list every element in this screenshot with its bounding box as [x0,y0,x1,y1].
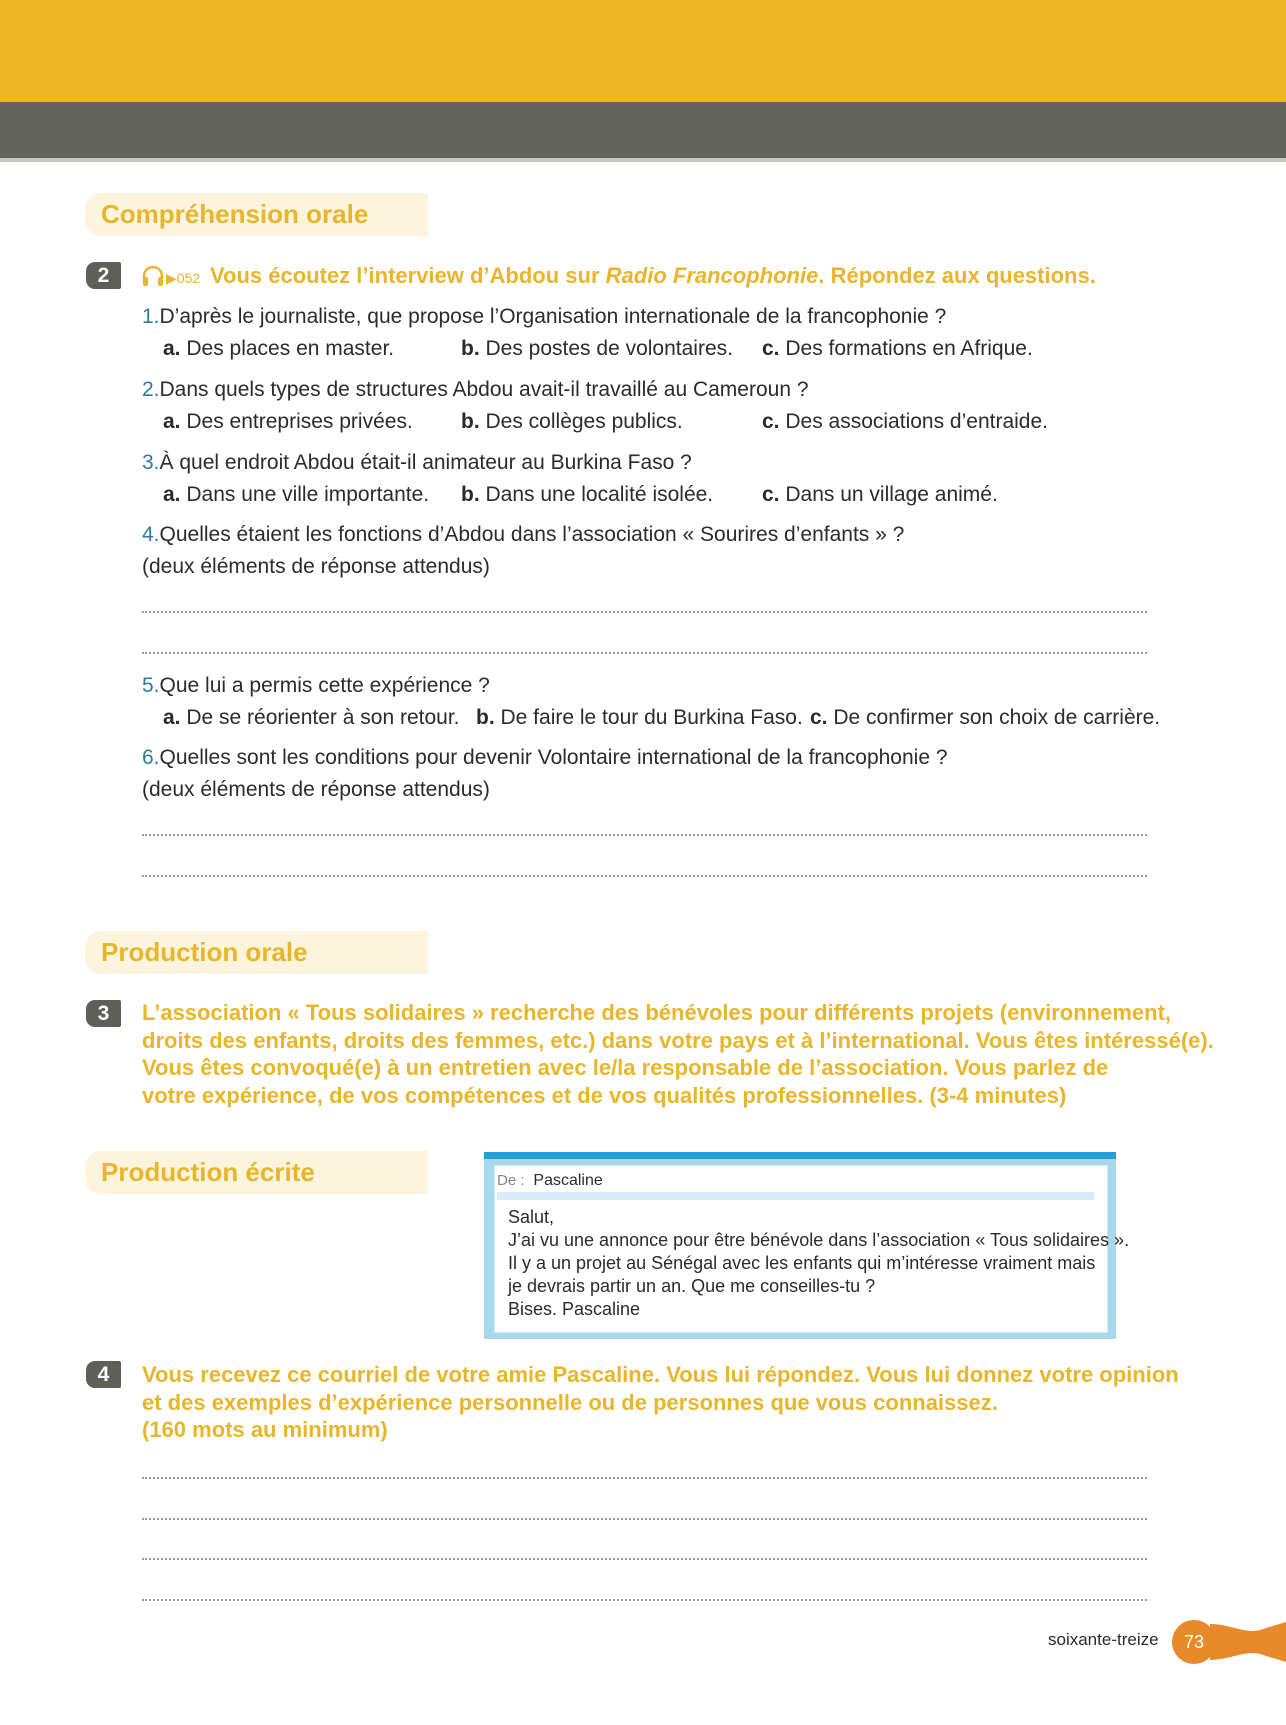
header-gray-band [0,102,1286,158]
exercise-number-badge: 2 [86,262,121,289]
option-text: Dans une localité isolée. [479,483,714,506]
instruction-line: droits des enfants, droits des femmes, etc.) dans votre pays et à l’international. Vous êtes intéressé(e). [142,1027,1214,1053]
email-line: Il y a un projet au Sénégal avec les enfants qui m’intéresse vraiment mais [508,1253,1096,1273]
headphones-icon[interactable] [141,265,165,287]
instruction-line: Vous êtes convoqué(e) à un entretien avec le/la responsable de l’association. Vous parlez de [142,1055,1109,1080]
option-1b[interactable] [461,337,733,361]
option-1c[interactable] [762,337,1033,361]
question-2 [142,378,809,402]
option-2b[interactable] [461,410,683,434]
option-letter: a. [163,337,181,360]
exercise-number-badge: 3 [86,1000,121,1027]
question-number: 6. [142,746,160,769]
question-number: 5. [142,674,160,697]
question-number: 1. [142,305,160,328]
option-text: Des associations d’entraide. [779,410,1048,433]
question-4-note: (deux éléments de réponse attendus) [142,555,490,578]
email-from-row [497,1172,603,1190]
option-letter: b. [461,483,480,506]
email-line: Salut, [508,1207,555,1227]
question-text: Quelles étaient les fonctions d’Abdou dans l’association « Sourires d’enfants » ? [159,523,905,546]
exercise-4-instruction [142,1361,1179,1444]
answer-line[interactable] [142,834,1147,836]
answer-line[interactable] [142,652,1147,654]
option-letter: a. [163,410,181,433]
question-6-note: (deux éléments de réponse attendus) [142,778,490,801]
option-text: Des places en master. [180,337,395,360]
instruction-italic: Radio Francophonie [605,263,819,288]
option-letter: a. [163,706,181,729]
email-from-label: De : [497,1172,525,1189]
option-text: Dans une ville importante. [180,483,430,506]
question-4 [142,523,904,547]
page-number-words: soixante-treize [1048,1630,1159,1649]
instruction-line: Vous recevez ce courriel de votre amie Pascaline. Vous lui répondez. Vous lui donnez votre opinion [142,1362,1179,1387]
option-1a[interactable] [163,337,394,361]
option-text: Dans un village animé. [779,483,998,506]
audio-track-number: 052 [176,270,201,286]
answer-line[interactable] [142,1518,1147,1520]
option-text: De confirmer son choix de carrière. [827,706,1161,729]
email-title-bar [484,1152,1116,1159]
header-yellow-band [0,0,1286,102]
option-letter: b. [461,410,480,433]
option-letter: b. [476,706,495,729]
option-text: Des postes de volontaires. [479,337,733,360]
question-text: Dans quels types de structures Abdou avait-il travaillé au Cameroun ? [159,378,809,401]
question-text: À quel endroit Abdou était-il animateur au Burkina Faso ? [159,451,692,474]
header-divider [0,158,1286,162]
option-letter: b. [461,337,480,360]
question-number: 2. [142,378,160,401]
exercise-number-badge: 4 [86,1361,121,1388]
instruction-line: (160 mots au minimum) [142,1417,388,1442]
answer-line[interactable] [142,875,1147,877]
audio-track-marker: ▶ [166,270,177,286]
option-text: Des entreprises privées. [180,410,413,433]
question-6 [142,746,948,770]
option-letter: c. [762,337,780,360]
instruction-line: L’association « Tous solidaires » recherche des bénévoles pour différents projets (environnement, [142,1000,1172,1025]
answer-line[interactable] [142,1558,1147,1560]
question-5 [142,674,490,698]
email-body [508,1206,1130,1321]
section-title-comprehension: Compréhension orale [85,193,428,236]
option-text: Des formations en Afrique. [779,337,1033,360]
question-number: 4. [142,523,160,546]
email-from-name: Pascaline [533,1172,603,1189]
question-text: D’après le journaliste, que propose l’Organisation internationale de la francophonie ? [159,305,947,328]
option-3b[interactable] [461,483,713,507]
email-line: J’ai vu une annonce pour être bénévole dans l’association « Tous solidaires ». [508,1230,1130,1250]
email-header-divider [497,1192,1094,1200]
question-text: Que lui a permis cette expérience ? [159,674,490,697]
section-title-production-ecrite: Production écrite [85,1151,428,1194]
option-5b[interactable] [476,706,803,730]
option-text: De se réorienter à son retour. [180,706,460,729]
instruction-line: et des exemples d’expérience personnelle ou de personnes que vous connaissez. [142,1389,998,1415]
exercise-2-instruction [210,262,1096,290]
answer-line[interactable] [142,611,1147,613]
option-letter: c. [762,483,780,506]
email-line: Bises. Pascaline [508,1299,641,1319]
option-letter: c. [810,706,828,729]
option-letter: a. [163,483,181,506]
option-5a[interactable] [163,706,460,730]
answer-line[interactable] [142,1477,1147,1479]
option-5c[interactable] [810,706,1160,730]
question-1 [142,305,946,329]
question-3 [142,451,692,475]
exercise-3-instruction [142,999,1214,1109]
option-2c[interactable] [762,410,1048,434]
instruction-line: votre expérience, de vos compétences et de vos qualités professionnelles. (3-4 minutes) [142,1082,1067,1108]
question-text: Quelles sont les conditions pour devenir Volontaire international de la francophonie ? [159,746,948,769]
option-2a[interactable] [163,410,413,434]
page-number: 73 [1172,1620,1216,1664]
section-title-production-orale: Production orale [85,931,428,974]
option-3a[interactable] [163,483,429,507]
question-number: 3. [142,451,160,474]
option-text: Des collèges publics. [479,410,683,433]
option-text: De faire le tour du Burkina Faso. [494,706,803,729]
email-line: je devrais partir un an. Que me conseilles-tu ? [508,1276,876,1296]
option-3c[interactable] [762,483,998,507]
option-letter: c. [762,410,780,433]
instruction-part-b: . Répondez aux questions. [818,263,1096,288]
audio-track-label [166,270,200,287]
instruction-part-a: Vous écoutez l’interview d’Abdou sur [210,263,606,288]
answer-line[interactable] [142,1599,1147,1601]
